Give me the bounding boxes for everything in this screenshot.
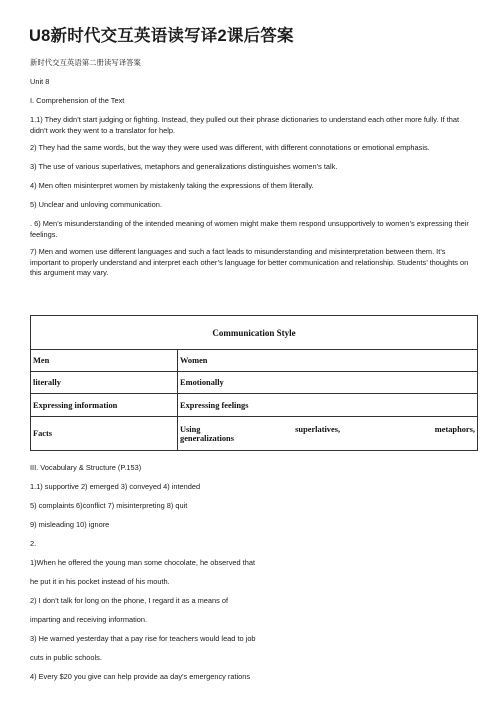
document-subtitle: 新时代交互英语第二册读写译答案 bbox=[30, 58, 141, 67]
answer-item-6: . 6) Men’s misunderstanding of the intended meaning of women might make them respond unsupportively to women’s expressing their feelings. bbox=[30, 219, 469, 239]
document-title: U8新时代交互英语读写译2课后答案 bbox=[29, 27, 294, 45]
answer-item-3: 3) The use of various superlatives, metaphors and generalizations distinguishes women’s talk. bbox=[30, 162, 338, 171]
table-cell: literally bbox=[31, 372, 178, 394]
table-cell-line: generalizations bbox=[180, 433, 234, 443]
answer-item-1: 1.1) They didn’t start judging or fighting. Instead, they pulled out their phrase dictionaries to understand each other more fully. If that didn’t work they went to a translator for help. bbox=[30, 115, 460, 135]
communication-style-table bbox=[30, 315, 478, 451]
table-cell: Facts bbox=[31, 417, 178, 451]
table-title: Communication Style bbox=[31, 316, 478, 350]
vocab-line: 9) misleading 10) ignore bbox=[30, 520, 110, 529]
answer-item-7: 7) Men and women use different languages and such a fact leads to misunderstanding and misinterpretation between them. It’s important to properly understand and interpret each other’s language for better communication and relationship. Students’ thoughts on this argument may vary. bbox=[30, 247, 469, 278]
answer-item-2: 2) They had the same words, but the way they were used was different, with different connotations or emotional emphasis. bbox=[30, 143, 430, 152]
table-cell: Women bbox=[178, 350, 478, 372]
answer-item-5: 5) Unclear and unloving communication. bbox=[30, 200, 162, 209]
sentence-line: 2) I don’t talk for long on the phone, I regard it as a means of bbox=[30, 596, 229, 605]
sentence-line: cuts in public schools. bbox=[30, 653, 102, 662]
answer-item-4: 4) Men often misinterpret women by mistakenly taking the expressions of them literally. bbox=[30, 181, 314, 190]
sentence-line: 4) Every $20 you give can help provide aa day’s emergency rations bbox=[30, 672, 251, 681]
table-cell: Expressing feelings bbox=[178, 394, 478, 417]
section-heading-vocabulary: III. Vocabulary & Structure (P.153) bbox=[30, 463, 142, 472]
vocab-line: 1.1) supportive 2) emerged 3) conveyed 4) intended bbox=[30, 482, 201, 491]
vocab-line: 2. bbox=[30, 539, 37, 548]
section-heading-comprehension: I. Comprehension of the Text bbox=[30, 96, 125, 105]
table-cell-line: Using superlatives, metaphors, bbox=[180, 424, 475, 434]
table-cell bbox=[178, 417, 478, 451]
vocab-line: 5) complaints 6)conflict 7) misinterpreting 8) quit bbox=[30, 501, 188, 510]
table-cell: Men bbox=[31, 350, 178, 372]
table-cell: Emotionally bbox=[178, 372, 478, 394]
table-cell: Expressing information bbox=[31, 394, 178, 417]
sentence-line: imparting and receiving information. bbox=[30, 615, 148, 624]
sentence-line: 3) He warned yesterday that a pay rise for teachers would lead to job bbox=[30, 634, 256, 643]
sentence-line: he put it in his pocket instead of his mouth. bbox=[30, 577, 170, 586]
unit-label: Unit 8 bbox=[30, 77, 50, 86]
sentence-line: 1)When he offered the young man some chocolate, he observed that bbox=[30, 558, 256, 567]
